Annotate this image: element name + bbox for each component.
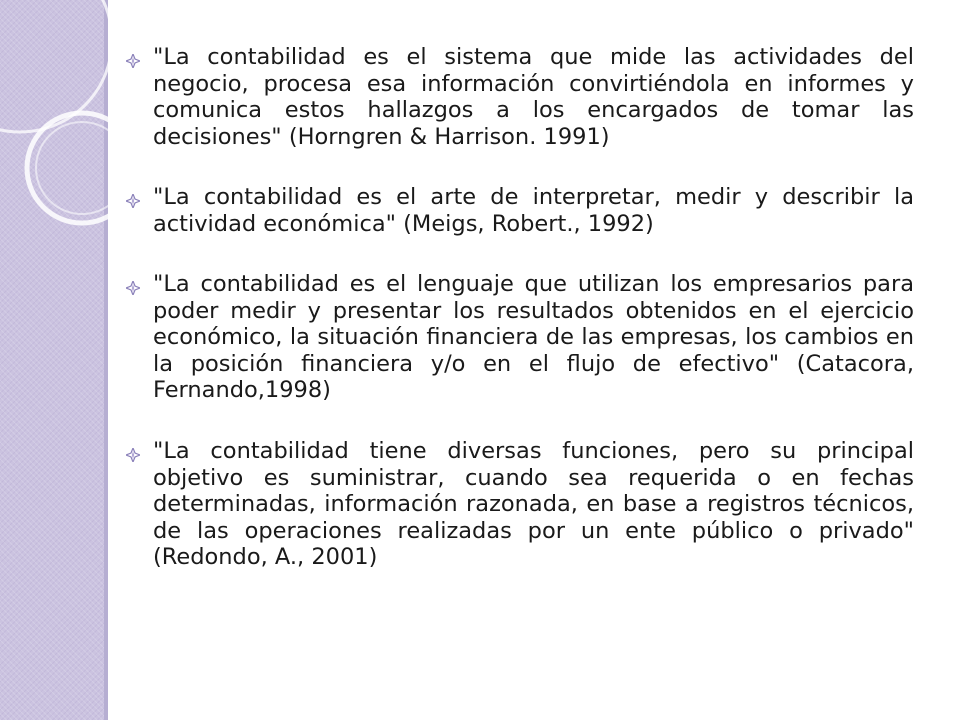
bullet-text: "La contabilidad tiene diversas funciones, pero su principal objetivo es suministrar, cuando sea requerida o en fechas determinadas, información razonada, en base a registros técnicos, de las operaciones realizadas por un ente público o privado" (Redondo, A., 2001) <box>153 438 914 571</box>
diamond-bullet-icon <box>126 194 140 208</box>
bullet-text: "La contabilidad es el lenguaje que utilizan los empresarios para poder medir y presentar los resultados obtenidos en el ejercicio económico, la situación financiera de las empresas, los cambios en la posición financiera y/o en el flujo de efectivo" (Catacora, Fernando,1998) <box>153 271 914 404</box>
diamond-bullet-icon <box>126 54 140 68</box>
bullet-text: "La contabilidad es el arte de interpretar, medir y describir la actividad económica" (Meigs, Robert., 1992) <box>153 184 914 237</box>
list-item <box>126 184 914 237</box>
diamond-bullet-icon <box>126 281 140 295</box>
list-item <box>126 438 914 571</box>
list-item <box>126 271 914 404</box>
bullet-list <box>126 44 914 605</box>
decorative-rings-icon <box>0 0 130 260</box>
list-item <box>126 44 914 150</box>
diamond-bullet-icon <box>126 448 140 462</box>
bullet-text: "La contabilidad es el sistema que mide las actividades del negocio, procesa esa información convirtiéndola en informes y comunica estos hallazgos a los encargados de tomar las decisiones" (Horngren & Harrison. 1991) <box>153 44 914 150</box>
